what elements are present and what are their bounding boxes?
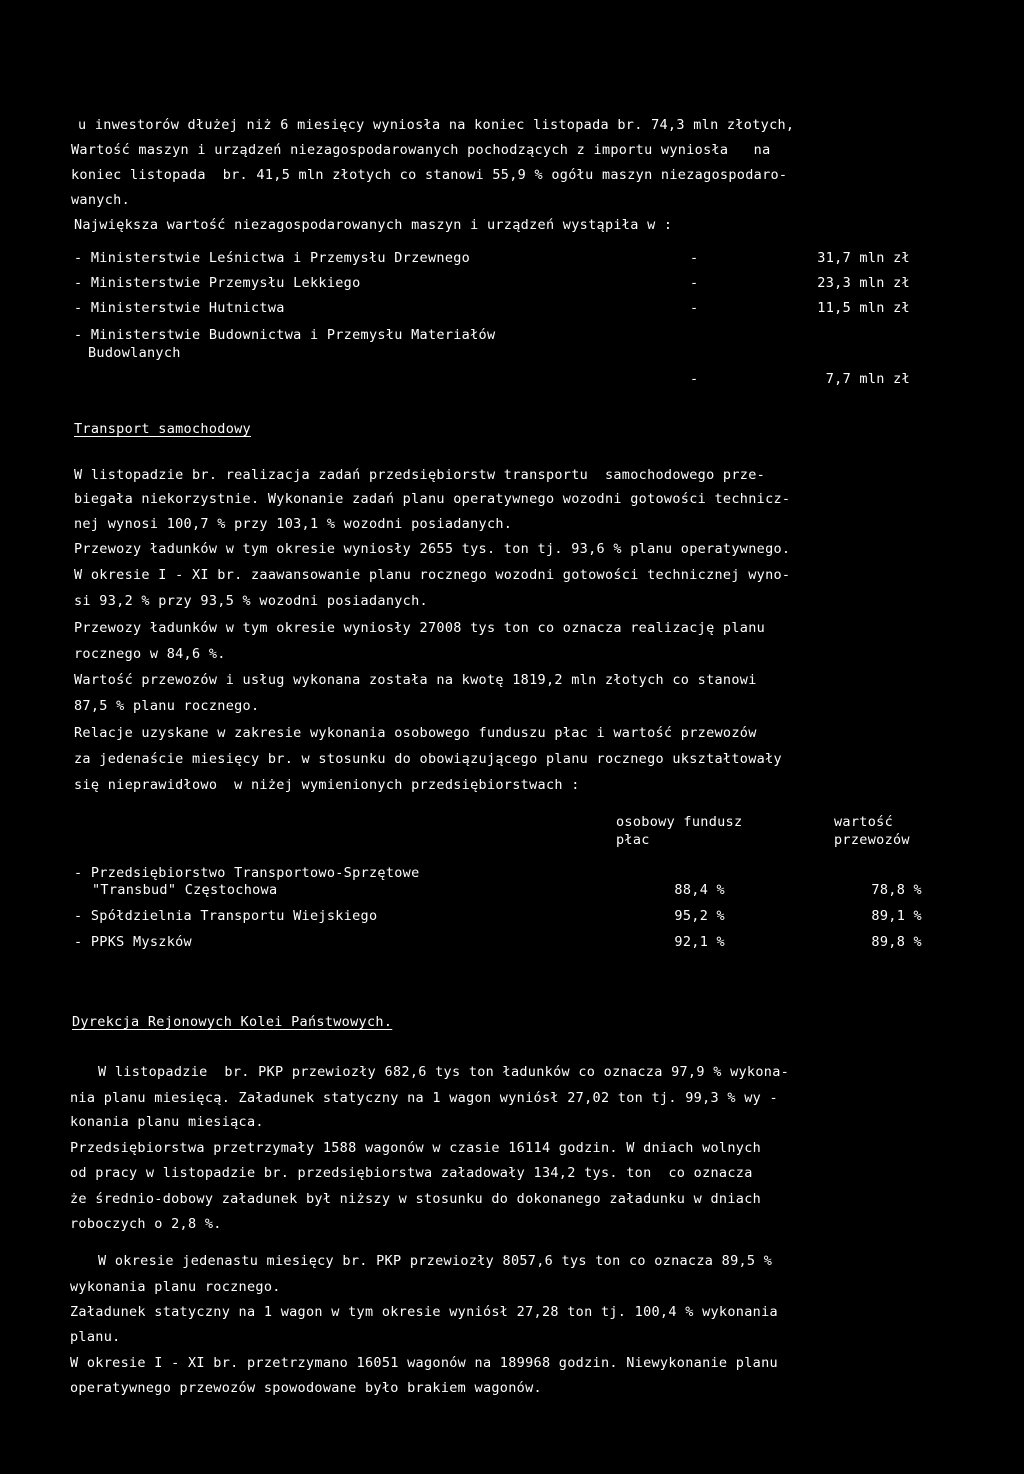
table-header-value: wartość <box>834 814 893 830</box>
intro-line-4: wanych. <box>71 192 130 208</box>
paragraph-line: rocznego w 84,6 %. <box>74 646 226 662</box>
table-row-name: - Spółdzielnia Transportu Wiejskiego <box>74 908 378 924</box>
table-cell-fund: 88,4 % <box>674 882 725 898</box>
table-header-fund: osobowy fundusz <box>616 814 743 830</box>
ministry-name: - Ministerstwie Budownictwa i Przemysłu Materiałów <box>74 327 496 343</box>
paragraph-line: za jedenaście miesięcy br. w stosunku do obowiązującego planu rocznego ukształtowały <box>74 751 782 767</box>
paragraph-line: Przewozy ładunków w tym okresie wyniosły 2655 tys. ton tj. 93,6 % planu operatywnego. <box>74 541 791 557</box>
table-cell-value: 89,8 % <box>871 934 922 950</box>
table-cell-fund: 95,2 % <box>674 908 725 924</box>
paragraph-line: nej wynosi 100,7 % przy 103,1 % wozodni posiadanych. <box>74 516 513 532</box>
paragraph-line: W okresie jedenastu miesięcy br. PKP przewiozły 8057,6 tys ton co oznacza 89,5 % <box>98 1253 773 1269</box>
table-row-name: - PPKS Myszków <box>74 934 192 950</box>
paragraph-line: planu. <box>70 1329 121 1345</box>
paragraph-line: Załadunek statyczny na 1 wagon w tym okresie wyniósł 27,28 ton tj. 100,4 % wykonania <box>70 1304 778 1320</box>
paragraph-line: od pracy w listopadzie br. przedsiębiorstwa załadowały 134,2 tys. ton co oznacza <box>70 1165 753 1181</box>
table-row-name-continued: "Transbud" Częstochowa <box>92 882 278 898</box>
intro-line-2: Wartość maszyn i urządzeń niezagospodarowanych pochodzących z importu wyniosła na <box>71 142 771 158</box>
ministry-dash: - <box>690 300 699 316</box>
table-row-name: - Przedsiębiorstwo Transportowo-Sprzętowe <box>74 865 420 881</box>
section-heading-rail: Dyrekcja Rejonowych Kolei Państwowych. <box>72 1014 393 1030</box>
intro-line-1: u inwestorów dłużej niż 6 miesięcy wyniosła na koniec listopada br. 74,3 mln złotych, <box>78 117 795 133</box>
paragraph-line: W listopadzie br. realizacja zadań przedsiębiorstw transportu samochodowego prze- <box>74 467 766 483</box>
ministry-dash: - <box>690 275 699 291</box>
ministry-name: - Ministerstwie Przemysłu Lekkiego <box>74 275 361 291</box>
paragraph-line: W okresie I - XI br. zaawansowanie planu rocznego wozodni gotowości technicznej wyno- <box>74 567 791 583</box>
paragraph-line: Przewozy ładunków w tym okresie wyniosły 27008 tys ton co oznacza realizację planu <box>74 620 766 636</box>
intro-line-3: koniec listopada br. 41,5 mln złotych co stanowi 55,9 % ogółu maszyn niezagospodaro- <box>71 167 788 183</box>
intro-line-5: Największa wartość niezagospodarowanych maszyn i urządzeń wystąpiła w : <box>74 217 673 233</box>
paragraph-line: 87,5 % planu rocznego. <box>74 698 260 714</box>
paragraph-line: Wartość przewozów i usług wykonana została na kwotę 1819,2 mln złotych co stanowi <box>74 672 757 688</box>
section-heading-transport: Transport samochodowy <box>74 421 251 437</box>
ministry-name-continued: Budowlanych <box>88 345 181 361</box>
paragraph-line: roboczych o 2,8 %. <box>70 1216 222 1232</box>
table-header-fund-line2: płac <box>616 832 650 848</box>
paragraph-line: W okresie I - XI br. przetrzymano 16051 wagonów na 189968 godzin. Niewykonanie planu <box>70 1355 778 1371</box>
paragraph-line: Relacje uzyskane w zakresie wykonania osobowego funduszu płac i wartość przewozów <box>74 725 757 741</box>
paragraph-line: się nieprawidłowo w niżej wymienionych przedsiębiorstwach : <box>74 777 580 793</box>
ministry-name: - Ministerstwie Leśnictwa i Przemysłu Drzewnego <box>74 250 471 266</box>
paragraph-line: operatywnego przewozów spowodowane było brakiem wagonów. <box>70 1380 542 1396</box>
paragraph-line: Przedsiębiorstwa przetrzymały 1588 wagonów w czasie 16114 godzin. W dniach wolnych <box>70 1140 762 1156</box>
table-cell-value: 78,8 % <box>871 882 922 898</box>
paragraph-line: biegała niekorzystnie. Wykonanie zadań planu operatywnego wozodni gotowości technicz- <box>74 491 791 507</box>
ministry-value: 23,3 mln zł <box>817 275 910 291</box>
ministry-dash: - <box>690 371 699 387</box>
paragraph-line: wykonania planu rocznego. <box>70 1279 281 1295</box>
ministry-value: 31,7 mln zł <box>817 250 910 266</box>
table-header-value-line2: przewozów <box>834 832 910 848</box>
table-cell-fund: 92,1 % <box>674 934 725 950</box>
paragraph-line: że średnio-dobowy załadunek był niższy w stosunku do dokonanego załadunku w dniach <box>70 1191 762 1207</box>
paragraph-line: nia planu miesięcą. Załadunek statyczny na 1 wagon wyniósł 27,02 ton tj. 99,3 % wy - <box>70 1090 778 1106</box>
paragraph-line: W listopadzie br. PKP przewiozły 682,6 tys ton ładunków co oznacza 97,9 % wykona- <box>98 1064 790 1080</box>
table-cell-value: 89,1 % <box>871 908 922 924</box>
paragraph-line: si 93,2 % przy 93,5 % wozodni posiadanych. <box>74 593 428 609</box>
ministry-name: - Ministerstwie Hutnictwa <box>74 300 285 316</box>
ministry-value: 7,7 mln zł <box>825 371 910 387</box>
ministry-value: 11,5 mln zł <box>817 300 910 316</box>
paragraph-line: konania planu miesiąca. <box>70 1114 264 1130</box>
ministry-dash: - <box>690 250 699 266</box>
